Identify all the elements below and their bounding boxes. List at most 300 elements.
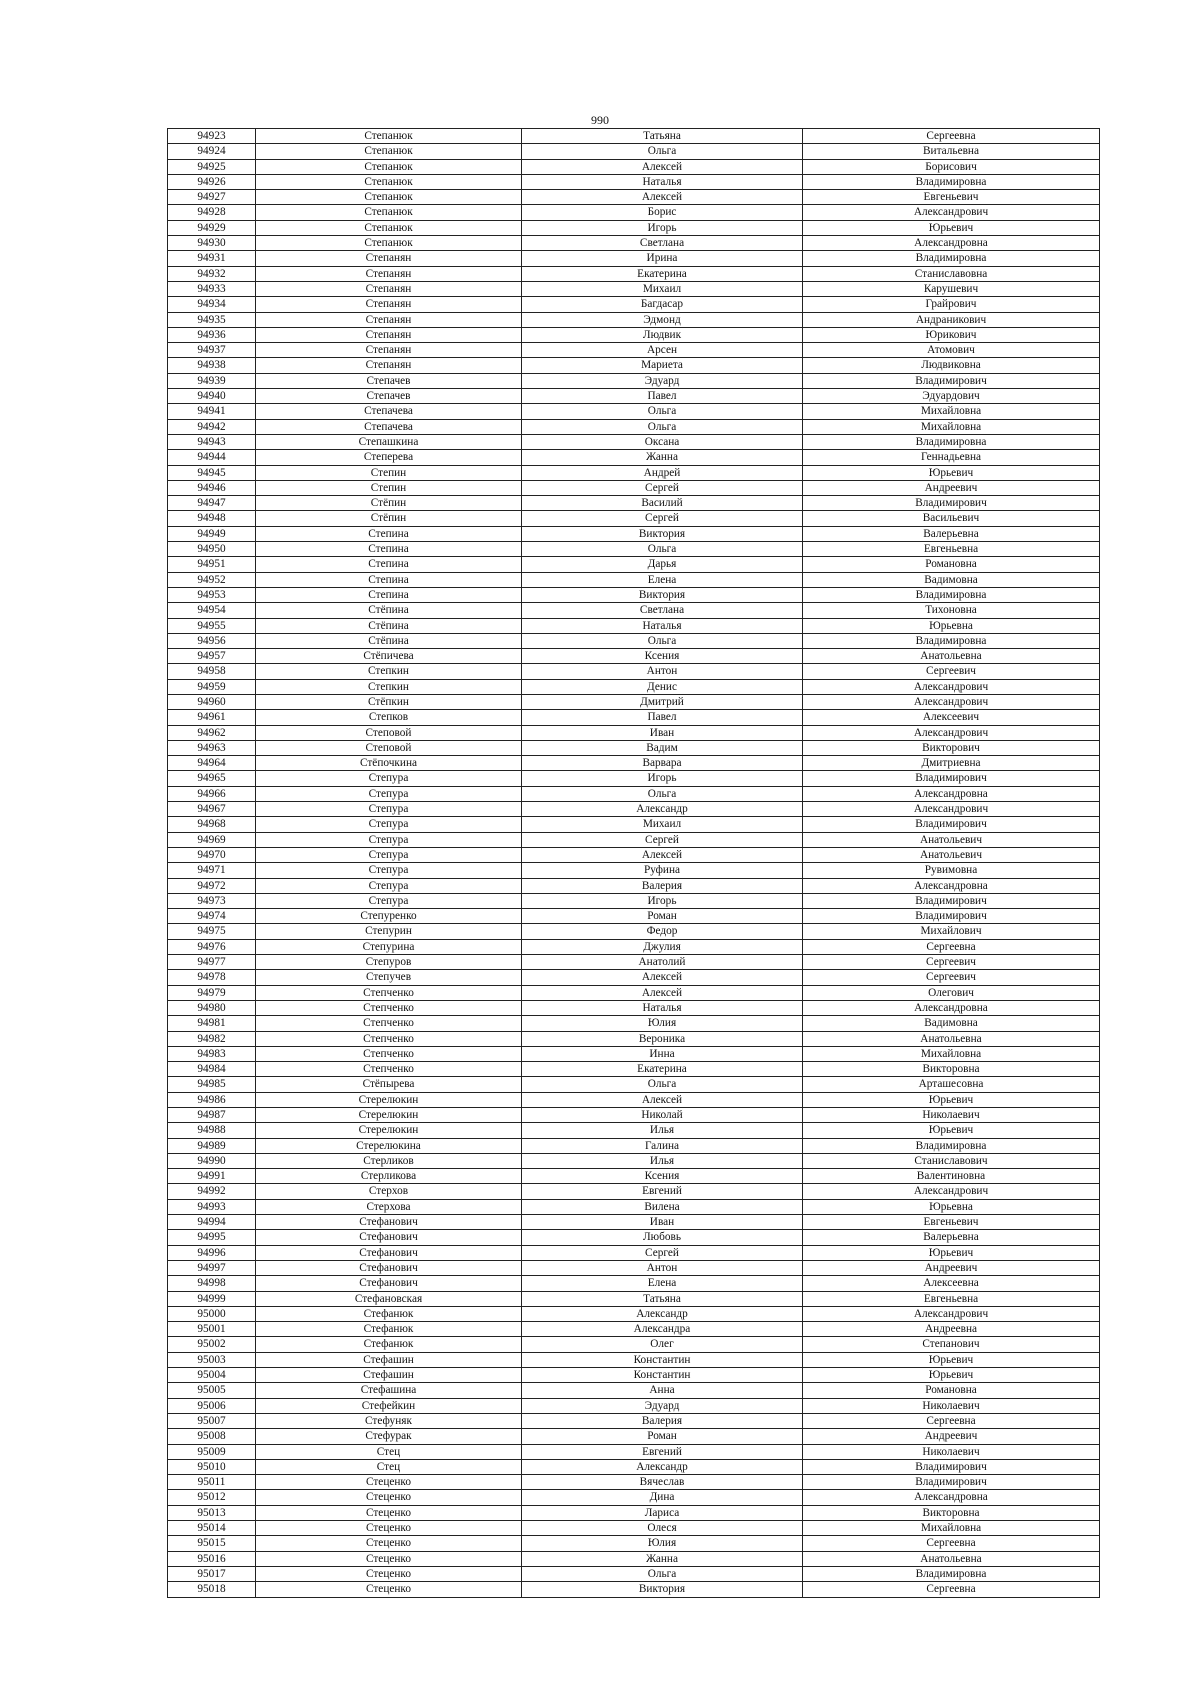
record-number-cell: 95004 xyxy=(168,1368,256,1383)
first-name-cell: Варвара xyxy=(522,756,803,771)
first-name-cell: Ольга xyxy=(522,633,803,648)
record-number-cell: 94998 xyxy=(168,1276,256,1291)
table-row xyxy=(168,1199,1100,1214)
table-row xyxy=(168,1046,1100,1061)
last-name-cell: Стефанюк xyxy=(256,1322,522,1337)
last-name-cell: Стефанович xyxy=(256,1230,522,1245)
table-row xyxy=(168,1322,1100,1337)
table-row xyxy=(168,1031,1100,1046)
record-number-cell: 94949 xyxy=(168,526,256,541)
last-name-cell: Стеценко xyxy=(256,1475,522,1490)
table-row xyxy=(168,236,1100,251)
patronymic-cell: Владимирович xyxy=(803,1459,1100,1474)
first-name-cell: Денис xyxy=(522,679,803,694)
last-name-cell: Стёпин xyxy=(256,496,522,511)
record-number-cell: 94926 xyxy=(168,174,256,189)
table-row xyxy=(168,1153,1100,1168)
first-name-cell: Сергей xyxy=(522,1245,803,1260)
first-name-cell: Валерия xyxy=(522,1413,803,1428)
patronymic-cell: Борисович xyxy=(803,159,1100,174)
patronymic-cell: Александрович xyxy=(803,679,1100,694)
table-row xyxy=(168,358,1100,373)
last-name-cell: Стёпина xyxy=(256,603,522,618)
first-name-cell: Наталья xyxy=(522,174,803,189)
last-name-cell: Стерелюкина xyxy=(256,1138,522,1153)
table-row xyxy=(168,174,1100,189)
last-name-cell: Степкин xyxy=(256,664,522,679)
patronymic-cell: Валерьевна xyxy=(803,1230,1100,1245)
table-row xyxy=(168,450,1100,465)
first-name-cell: Татьяна xyxy=(522,1291,803,1306)
last-name-cell: Стефанюк xyxy=(256,1337,522,1352)
first-name-cell: Павел xyxy=(522,389,803,404)
first-name-cell: Екатерина xyxy=(522,1062,803,1077)
patronymic-cell: Сергеевич xyxy=(803,955,1100,970)
last-name-cell: Степовой xyxy=(256,740,522,755)
table-row xyxy=(168,1169,1100,1184)
table-row xyxy=(168,511,1100,526)
first-name-cell: Жанна xyxy=(522,1551,803,1566)
last-name-cell: Степура xyxy=(256,771,522,786)
patronymic-cell: Николаевич xyxy=(803,1444,1100,1459)
last-name-cell: Стеценко xyxy=(256,1536,522,1551)
patronymic-cell: Михайловна xyxy=(803,1046,1100,1061)
record-number-cell: 94982 xyxy=(168,1031,256,1046)
table-row xyxy=(168,1123,1100,1138)
last-name-cell: Степков xyxy=(256,710,522,725)
last-name-cell: Стёпырева xyxy=(256,1077,522,1092)
first-name-cell: Анна xyxy=(522,1383,803,1398)
patronymic-cell: Николаевич xyxy=(803,1108,1100,1123)
record-number-cell: 95007 xyxy=(168,1413,256,1428)
table-row xyxy=(168,664,1100,679)
first-name-cell: Эдмонд xyxy=(522,312,803,327)
last-name-cell: Степанян xyxy=(256,297,522,312)
patronymic-cell: Сергеевна xyxy=(803,939,1100,954)
first-name-cell: Эдуард xyxy=(522,1398,803,1413)
last-name-cell: Стефанович xyxy=(256,1215,522,1230)
record-number-cell: 94951 xyxy=(168,557,256,572)
table-row xyxy=(168,802,1100,817)
first-name-cell: Алексей xyxy=(522,970,803,985)
patronymic-cell: Евгеньевич xyxy=(803,190,1100,205)
first-name-cell: Руфина xyxy=(522,863,803,878)
record-number-cell: 94961 xyxy=(168,710,256,725)
table-row xyxy=(168,343,1100,358)
first-name-cell: Ксения xyxy=(522,1169,803,1184)
last-name-cell: Степанян xyxy=(256,358,522,373)
last-name-cell: Стец xyxy=(256,1444,522,1459)
patronymic-cell: Валерьевна xyxy=(803,526,1100,541)
table-row xyxy=(168,771,1100,786)
record-number-cell: 94928 xyxy=(168,205,256,220)
last-name-cell: Стеценко xyxy=(256,1490,522,1505)
table-row xyxy=(168,756,1100,771)
first-name-cell: Иван xyxy=(522,1215,803,1230)
first-name-cell: Игорь xyxy=(522,771,803,786)
table-row xyxy=(168,159,1100,174)
patronymic-cell: Викторовна xyxy=(803,1062,1100,1077)
table-row xyxy=(168,129,1100,144)
patronymic-cell: Олегович xyxy=(803,985,1100,1000)
last-name-cell: Степурина xyxy=(256,939,522,954)
patronymic-cell: Анатольевна xyxy=(803,1551,1100,1566)
record-number-cell: 94968 xyxy=(168,817,256,832)
patronymic-cell: Александровна xyxy=(803,1000,1100,1015)
last-name-cell: Стерелюкин xyxy=(256,1108,522,1123)
record-number-cell: 94963 xyxy=(168,740,256,755)
patronymic-cell: Михайловна xyxy=(803,404,1100,419)
last-name-cell: Стеценко xyxy=(256,1551,522,1566)
first-name-cell: Ольга xyxy=(522,419,803,434)
record-number-cell: 94965 xyxy=(168,771,256,786)
last-name-cell: Степкин xyxy=(256,679,522,694)
record-number-cell: 94944 xyxy=(168,450,256,465)
record-number-cell: 94996 xyxy=(168,1245,256,1260)
last-name-cell: Стефанович xyxy=(256,1245,522,1260)
patronymic-cell: Андраникович xyxy=(803,312,1100,327)
table-row xyxy=(168,832,1100,847)
patronymic-cell: Александровна xyxy=(803,786,1100,801)
table-row xyxy=(168,847,1100,862)
table-row xyxy=(168,1429,1100,1444)
record-number-cell: 95012 xyxy=(168,1490,256,1505)
last-name-cell: Степанян xyxy=(256,281,522,296)
patronymic-cell: Владимирович xyxy=(803,1475,1100,1490)
last-name-cell: Степурин xyxy=(256,924,522,939)
last-name-cell: Степачева xyxy=(256,419,522,434)
record-number-cell: 94986 xyxy=(168,1092,256,1107)
patronymic-cell: Владимировна xyxy=(803,251,1100,266)
last-name-cell: Степачев xyxy=(256,373,522,388)
table-row xyxy=(168,1000,1100,1015)
table-row xyxy=(168,985,1100,1000)
record-number-cell: 94988 xyxy=(168,1123,256,1138)
last-name-cell: Стеценко xyxy=(256,1566,522,1581)
record-number-cell: 95002 xyxy=(168,1337,256,1352)
record-number-cell: 95008 xyxy=(168,1429,256,1444)
table-row xyxy=(168,190,1100,205)
last-name-cell: Степченко xyxy=(256,1016,522,1031)
patronymic-cell: Викторовна xyxy=(803,1505,1100,1520)
record-number-cell: 95018 xyxy=(168,1582,256,1597)
table-row xyxy=(168,1184,1100,1199)
last-name-cell: Степура xyxy=(256,893,522,908)
last-name-cell: Степерева xyxy=(256,450,522,465)
last-name-cell: Стефанович xyxy=(256,1276,522,1291)
record-number-cell: 94950 xyxy=(168,542,256,557)
record-number-cell: 94935 xyxy=(168,312,256,327)
table-row xyxy=(168,1230,1100,1245)
record-number-cell: 94980 xyxy=(168,1000,256,1015)
first-name-cell: Алексей xyxy=(522,159,803,174)
last-name-cell: Степуров xyxy=(256,955,522,970)
patronymic-cell: Андреевич xyxy=(803,1260,1100,1275)
last-name-cell: Стеценко xyxy=(256,1521,522,1536)
record-number-cell: 94936 xyxy=(168,327,256,342)
last-name-cell: Стерхова xyxy=(256,1199,522,1214)
first-name-cell: Ольга xyxy=(522,404,803,419)
table-row xyxy=(168,1077,1100,1092)
patronymic-cell: Владимировна xyxy=(803,1566,1100,1581)
last-name-cell: Степина xyxy=(256,572,522,587)
patronymic-cell: Атомович xyxy=(803,343,1100,358)
table-row xyxy=(168,878,1100,893)
patronymic-cell: Александровна xyxy=(803,236,1100,251)
last-name-cell: Стёпина xyxy=(256,633,522,648)
first-name-cell: Лариса xyxy=(522,1505,803,1520)
record-number-cell: 94962 xyxy=(168,725,256,740)
record-number-cell: 94972 xyxy=(168,878,256,893)
patronymic-cell: Романовна xyxy=(803,1383,1100,1398)
record-number-cell: 94937 xyxy=(168,343,256,358)
record-number-cell: 94955 xyxy=(168,618,256,633)
last-name-cell: Степура xyxy=(256,786,522,801)
first-name-cell: Людвик xyxy=(522,327,803,342)
record-number-cell: 94958 xyxy=(168,664,256,679)
record-number-cell: 94954 xyxy=(168,603,256,618)
record-number-cell: 94969 xyxy=(168,832,256,847)
table-row xyxy=(168,1276,1100,1291)
first-name-cell: Валерия xyxy=(522,878,803,893)
first-name-cell: Мариета xyxy=(522,358,803,373)
first-name-cell: Игорь xyxy=(522,220,803,235)
table-row xyxy=(168,1092,1100,1107)
record-number-cell: 94946 xyxy=(168,480,256,495)
first-name-cell: Вадим xyxy=(522,740,803,755)
first-name-cell: Александр xyxy=(522,1459,803,1474)
first-name-cell: Елена xyxy=(522,1276,803,1291)
table-row xyxy=(168,603,1100,618)
patronymic-cell: Геннадьевна xyxy=(803,450,1100,465)
patronymic-cell: Юрьевна xyxy=(803,1199,1100,1214)
last-name-cell: Степуренко xyxy=(256,909,522,924)
last-name-cell: Стеценко xyxy=(256,1582,522,1597)
patronymic-cell: Алексеевич xyxy=(803,710,1100,725)
first-name-cell: Любовь xyxy=(522,1230,803,1245)
first-name-cell: Сергей xyxy=(522,511,803,526)
table-row xyxy=(168,587,1100,602)
patronymic-cell: Сергеевич xyxy=(803,664,1100,679)
record-number-cell: 94997 xyxy=(168,1260,256,1275)
first-name-cell: Вероника xyxy=(522,1031,803,1046)
patronymic-cell: Сергеевна xyxy=(803,1536,1100,1551)
last-name-cell: Стефашин xyxy=(256,1352,522,1367)
patronymic-cell: Владимирович xyxy=(803,909,1100,924)
name-register-table xyxy=(167,128,1100,1598)
patronymic-cell: Владимирович xyxy=(803,817,1100,832)
patronymic-cell: Викторович xyxy=(803,740,1100,755)
table-row xyxy=(168,1291,1100,1306)
first-name-cell: Александр xyxy=(522,1306,803,1321)
last-name-cell: Стёпкин xyxy=(256,694,522,709)
last-name-cell: Степин xyxy=(256,480,522,495)
table-row xyxy=(168,1505,1100,1520)
patronymic-cell: Михайловна xyxy=(803,1521,1100,1536)
record-number-cell: 94983 xyxy=(168,1046,256,1061)
record-number-cell: 94995 xyxy=(168,1230,256,1245)
last-name-cell: Стефанюк xyxy=(256,1306,522,1321)
first-name-cell: Юлия xyxy=(522,1016,803,1031)
record-number-cell: 94924 xyxy=(168,144,256,159)
table-row xyxy=(168,1138,1100,1153)
table-row xyxy=(168,1521,1100,1536)
table-row xyxy=(168,205,1100,220)
last-name-cell: Степина xyxy=(256,587,522,602)
record-number-cell: 94933 xyxy=(168,281,256,296)
record-number-cell: 94947 xyxy=(168,496,256,511)
table-row xyxy=(168,1062,1100,1077)
record-number-cell: 94923 xyxy=(168,129,256,144)
patronymic-cell: Николаевич xyxy=(803,1398,1100,1413)
patronymic-cell: Алексеевна xyxy=(803,1276,1100,1291)
table-row xyxy=(168,220,1100,235)
patronymic-cell: Сергеевич xyxy=(803,970,1100,985)
table-row xyxy=(168,419,1100,434)
first-name-cell: Инна xyxy=(522,1046,803,1061)
patronymic-cell: Сергеевна xyxy=(803,1413,1100,1428)
first-name-cell: Павел xyxy=(522,710,803,725)
last-name-cell: Степина xyxy=(256,526,522,541)
first-name-cell: Константин xyxy=(522,1368,803,1383)
patronymic-cell: Евгеньевна xyxy=(803,1291,1100,1306)
first-name-cell: Алексей xyxy=(522,985,803,1000)
last-name-cell: Стефашин xyxy=(256,1368,522,1383)
record-number-cell: 94973 xyxy=(168,893,256,908)
record-number-cell: 94953 xyxy=(168,587,256,602)
table-row xyxy=(168,144,1100,159)
first-name-cell: Ксения xyxy=(522,649,803,664)
patronymic-cell: Арташесовна xyxy=(803,1077,1100,1092)
table-row xyxy=(168,1016,1100,1031)
patronymic-cell: Владимировна xyxy=(803,587,1100,602)
table-row xyxy=(168,740,1100,755)
record-number-cell: 95009 xyxy=(168,1444,256,1459)
record-number-cell: 94992 xyxy=(168,1184,256,1199)
first-name-cell: Илья xyxy=(522,1153,803,1168)
record-number-cell: 94981 xyxy=(168,1016,256,1031)
last-name-cell: Стефурак xyxy=(256,1429,522,1444)
record-number-cell: 95003 xyxy=(168,1352,256,1367)
table-row xyxy=(168,649,1100,664)
table-row xyxy=(168,1260,1100,1275)
record-number-cell: 95010 xyxy=(168,1459,256,1474)
table-row xyxy=(168,404,1100,419)
record-number-cell: 95015 xyxy=(168,1536,256,1551)
table-row xyxy=(168,1215,1100,1230)
first-name-cell: Ольга xyxy=(522,786,803,801)
record-number-cell: 94925 xyxy=(168,159,256,174)
first-name-cell: Федор xyxy=(522,924,803,939)
record-number-cell: 94985 xyxy=(168,1077,256,1092)
first-name-cell: Арсен xyxy=(522,343,803,358)
table-row xyxy=(168,725,1100,740)
last-name-cell: Стёпочкина xyxy=(256,756,522,771)
patronymic-cell: Александрович xyxy=(803,694,1100,709)
first-name-cell: Алексей xyxy=(522,1092,803,1107)
patronymic-cell: Андреевна xyxy=(803,1322,1100,1337)
last-name-cell: Степучев xyxy=(256,970,522,985)
table-row xyxy=(168,970,1100,985)
record-number-cell: 95017 xyxy=(168,1566,256,1581)
patronymic-cell: Людвиковна xyxy=(803,358,1100,373)
patronymic-cell: Юрьевич xyxy=(803,1123,1100,1138)
last-name-cell: Стец xyxy=(256,1459,522,1474)
patronymic-cell: Сергеевна xyxy=(803,1582,1100,1597)
first-name-cell: Ольга xyxy=(522,1566,803,1581)
first-name-cell: Наталья xyxy=(522,1000,803,1015)
patronymic-cell: Александрович xyxy=(803,725,1100,740)
last-name-cell: Степура xyxy=(256,832,522,847)
record-number-cell: 95016 xyxy=(168,1551,256,1566)
first-name-cell: Сергей xyxy=(522,480,803,495)
last-name-cell: Стерелюкин xyxy=(256,1092,522,1107)
patronymic-cell: Романовна xyxy=(803,557,1100,572)
patronymic-cell: Владимирович xyxy=(803,893,1100,908)
table-row xyxy=(168,1444,1100,1459)
first-name-cell: Юлия xyxy=(522,1536,803,1551)
record-number-cell: 94927 xyxy=(168,190,256,205)
patronymic-cell: Александровна xyxy=(803,1490,1100,1505)
first-name-cell: Анатолий xyxy=(522,955,803,970)
table-row xyxy=(168,480,1100,495)
first-name-cell: Ирина xyxy=(522,251,803,266)
first-name-cell: Роман xyxy=(522,909,803,924)
last-name-cell: Степанюк xyxy=(256,159,522,174)
first-name-cell: Александра xyxy=(522,1322,803,1337)
last-name-cell: Стерелюкин xyxy=(256,1123,522,1138)
table-row xyxy=(168,572,1100,587)
table-row xyxy=(168,1352,1100,1367)
patronymic-cell: Владимирович xyxy=(803,373,1100,388)
last-name-cell: Степура xyxy=(256,878,522,893)
patronymic-cell: Владимировна xyxy=(803,633,1100,648)
record-number-cell: 95001 xyxy=(168,1322,256,1337)
last-name-cell: Стефанович xyxy=(256,1260,522,1275)
first-name-cell: Олег xyxy=(522,1337,803,1352)
first-name-cell: Виктория xyxy=(522,587,803,602)
table-row xyxy=(168,909,1100,924)
patronymic-cell: Юрьевич xyxy=(803,220,1100,235)
last-name-cell: Стефановская xyxy=(256,1291,522,1306)
patronymic-cell: Анатольевна xyxy=(803,649,1100,664)
first-name-cell: Елена xyxy=(522,572,803,587)
last-name-cell: Степанян xyxy=(256,343,522,358)
table-row xyxy=(168,266,1100,281)
first-name-cell: Борис xyxy=(522,205,803,220)
last-name-cell: Стерликов xyxy=(256,1153,522,1168)
last-name-cell: Стефуняк xyxy=(256,1413,522,1428)
record-number-cell: 94930 xyxy=(168,236,256,251)
last-name-cell: Степченко xyxy=(256,1000,522,1015)
last-name-cell: Степашкина xyxy=(256,434,522,449)
patronymic-cell: Юрьевич xyxy=(803,1092,1100,1107)
record-number-cell: 94990 xyxy=(168,1153,256,1168)
last-name-cell: Степченко xyxy=(256,1062,522,1077)
table-row xyxy=(168,710,1100,725)
first-name-cell: Михаил xyxy=(522,281,803,296)
last-name-cell: Стеценко xyxy=(256,1505,522,1520)
patronymic-cell: Юрикович xyxy=(803,327,1100,342)
record-number-cell: 94976 xyxy=(168,939,256,954)
table-row xyxy=(168,542,1100,557)
first-name-cell: Жанна xyxy=(522,450,803,465)
table-row xyxy=(168,434,1100,449)
record-number-cell: 94957 xyxy=(168,649,256,664)
last-name-cell: Степанюк xyxy=(256,205,522,220)
record-number-cell: 94932 xyxy=(168,266,256,281)
last-name-cell: Степченко xyxy=(256,985,522,1000)
